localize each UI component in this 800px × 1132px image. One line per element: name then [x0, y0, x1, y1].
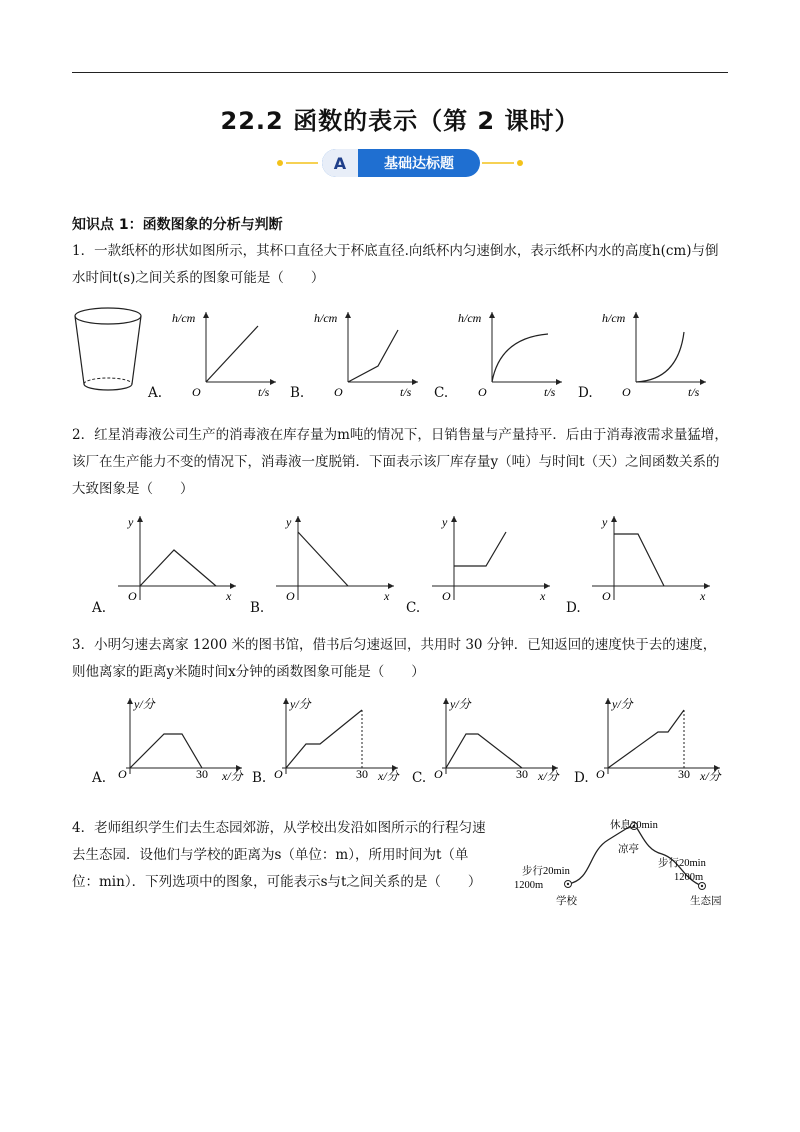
top-rule: [72, 72, 728, 73]
origin-label: O: [622, 385, 631, 399]
walk2-label: 步行20min: [658, 858, 706, 869]
q2-option-d[interactable]: D.: [566, 600, 581, 616]
q1-graph-c: [456, 306, 566, 398]
q2-graph-b: [268, 512, 398, 604]
origin-label: O: [442, 589, 451, 603]
y-axis-label: h/cm: [314, 311, 338, 325]
dist2-label: 1200m: [674, 872, 704, 883]
q1-graph-a: [170, 306, 280, 398]
tick-30: 30: [678, 767, 690, 781]
graph-curve: [492, 334, 548, 382]
level-label: 基础达标题: [384, 156, 454, 172]
tick-30: 30: [516, 767, 528, 781]
q2-option-b[interactable]: B.: [250, 600, 265, 616]
x-axis-label: x: [540, 589, 546, 603]
graph-line: [298, 532, 348, 586]
tick-30: 30: [196, 767, 208, 781]
graph-line: [348, 330, 398, 382]
graph-line: [286, 710, 362, 768]
q3-graph-d: [594, 694, 730, 786]
origin-label: O: [192, 385, 201, 399]
park-label: 生态园: [690, 896, 722, 907]
q2-graph-c: [424, 512, 554, 604]
graph-line: [454, 532, 506, 566]
x-axis-label: t/s: [688, 385, 700, 399]
graph-line: [206, 326, 258, 382]
question-1-text: 1．一款纸杯的形状如图所示，其杯口直径大于杯底直径.向纸杯内匀速倒水，表示纸杯内水的高度h(cm)与倒水时间t(s)之间关系的图象可能是（ ）: [72, 243, 719, 286]
rest-label: 休息20min: [610, 820, 658, 831]
q1-option-c[interactable]: C.: [434, 385, 449, 401]
pavilion-label: 凉亭: [618, 844, 639, 855]
origin-label: O: [334, 385, 343, 399]
origin-label: O: [286, 589, 295, 603]
page-title: 22.2 函数的表示（第 2 课时）: [220, 107, 580, 135]
q3-graph-a: [116, 694, 252, 786]
dist1-label: 1200m: [514, 880, 544, 891]
graph-curve: [636, 332, 684, 382]
origin-label: O: [128, 589, 137, 603]
question-3-text: 3．小明匀速去离家 1200 米的图书馆，借书后匀速返回，共用时 30 分钟．已知返回的速度快于去的速度，则他离家的距离y米随时间x分钟的函数图象可能是（ ）: [72, 637, 717, 680]
x-axis-label: x: [226, 589, 232, 603]
x-axis-label: t/s: [544, 385, 556, 399]
y-axis-label: y: [286, 515, 292, 529]
graph-line: [614, 534, 664, 586]
q3-option-a[interactable]: A.: [92, 770, 107, 786]
origin-label: O: [274, 767, 283, 781]
y-axis-label: h/cm: [458, 311, 482, 325]
q1-option-d[interactable]: D.: [578, 385, 593, 401]
graph-line: [140, 550, 216, 586]
q1-graph-b: [312, 306, 422, 398]
origin-label: O: [596, 767, 605, 781]
school-label: 学校: [556, 896, 577, 907]
q3-option-c[interactable]: C.: [412, 770, 427, 786]
walk1-label: 步行20min: [522, 866, 570, 877]
y-axis-label: y/分: [612, 697, 633, 711]
y-axis-label: h/cm: [172, 311, 196, 325]
tick-30: 30: [356, 767, 368, 781]
y-axis-label: y: [128, 515, 134, 529]
q2-graph-d: [584, 512, 714, 604]
y-axis-label: y/分: [290, 697, 311, 711]
q3-option-d[interactable]: D.: [574, 770, 589, 786]
q1-option-a[interactable]: A.: [148, 385, 163, 401]
q3-graph-c: [432, 694, 568, 786]
origin-label: O: [434, 767, 443, 781]
question-4-text: 4．老师组织学生们去生态园郊游，从学校出发沿如图所示的行程匀速去生态园．设他们与学校的距离为s（单位：m），所用时间为t（单位：min）．下列选项中的图象，可能表示s与t之间关系的是（ ）: [72, 820, 486, 890]
q3-option-b[interactable]: B.: [252, 770, 267, 786]
q2-graph-a: [110, 512, 240, 604]
origin-label: O: [118, 767, 127, 781]
y-axis-label: y: [602, 515, 608, 529]
x-axis-label: x/分: [538, 769, 559, 783]
x-axis-label: x: [384, 589, 390, 603]
q3-graph-b: [272, 694, 408, 786]
x-axis-label: x/分: [700, 769, 721, 783]
route-map: [512, 814, 732, 910]
x-axis-label: x/分: [222, 769, 243, 783]
x-axis-label: t/s: [258, 385, 270, 399]
y-axis-label: h/cm: [602, 311, 626, 325]
y-axis-label: y: [442, 515, 448, 529]
q1-option-b[interactable]: B.: [290, 385, 305, 401]
q2-option-c[interactable]: C.: [406, 600, 421, 616]
x-axis-label: x/分: [378, 769, 399, 783]
graph-line: [446, 734, 522, 768]
x-axis-label: x: [700, 589, 706, 603]
y-axis-label: y/分: [134, 697, 155, 711]
origin-label: O: [602, 589, 611, 603]
paper-cup-figure: [72, 304, 144, 394]
y-axis-label: y/分: [450, 697, 471, 711]
graph-line: [130, 734, 202, 768]
q1-graph-d: [600, 306, 710, 398]
x-axis-label: t/s: [400, 385, 412, 399]
question-2-text: 2．红星消毒液公司生产的消毒液在库存量为m吨的情况下，日销售量与产量持平．后由于消毒液需求量猛增，该厂在生产能力不变的情况下，消毒液一度脱销．下面表示该厂库存量y（吨）与时间t（天）之间函数关系的大致图象是（ ）: [72, 427, 728, 497]
graph-line: [608, 710, 684, 768]
level-banner: [270, 147, 530, 179]
level-letter: A: [333, 154, 347, 173]
q2-option-a[interactable]: A.: [92, 600, 107, 616]
origin-label: O: [478, 385, 487, 399]
section-heading: 知识点 1：函数图象的分析与判断: [72, 217, 283, 233]
